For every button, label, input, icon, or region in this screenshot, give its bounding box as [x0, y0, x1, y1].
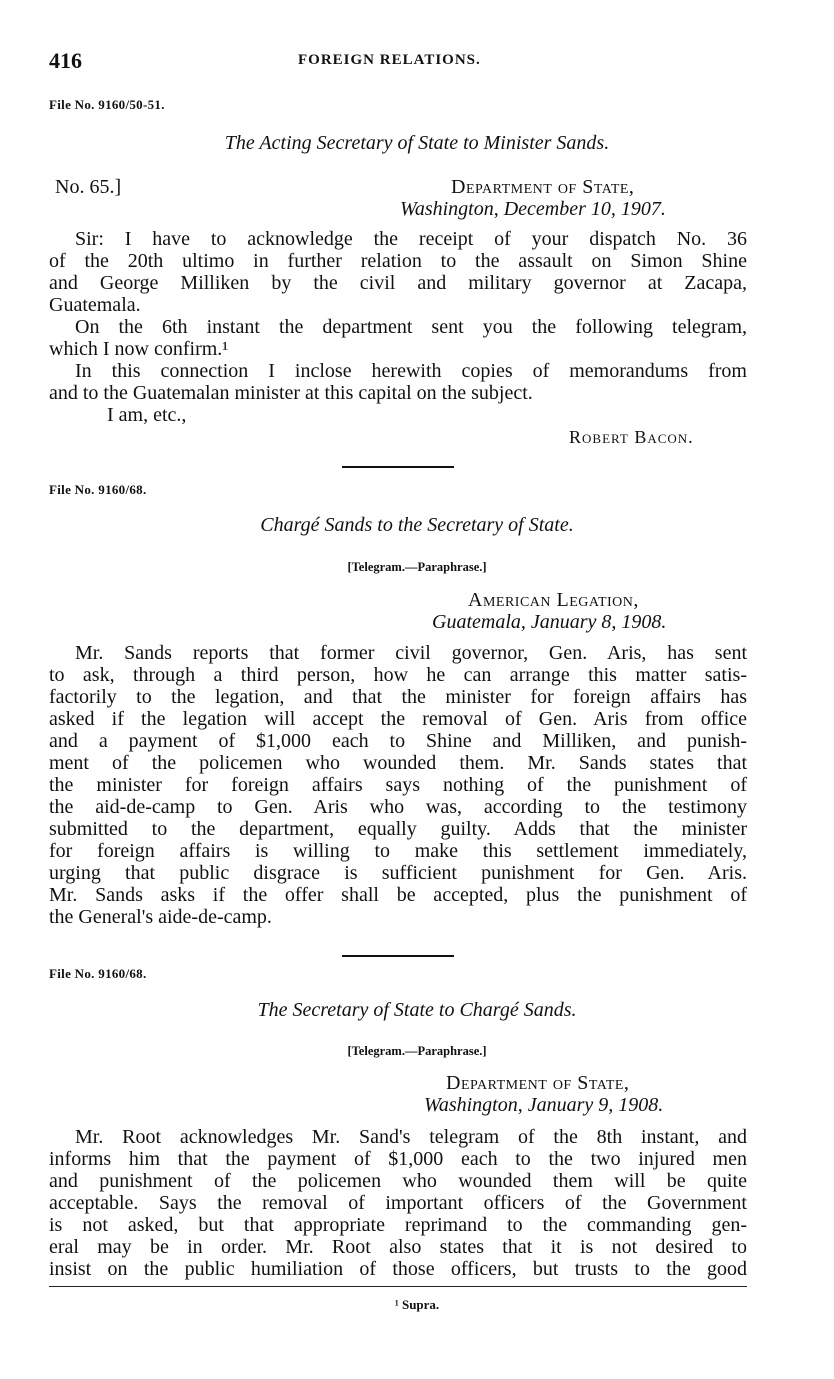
body-line: Mr. Sands reports that former civil governor, Gen. Aris, has sent — [75, 642, 747, 664]
department-heading-3: Department of State, — [446, 1072, 630, 1094]
body-line: to ask, through a third person, how he can arrange this matter satis- — [49, 664, 747, 686]
body-line: the aid-de-camp to Gen. Aris who was, according to the testimony — [49, 796, 747, 818]
dateline-3: Washington, January 9, 1908. — [424, 1094, 664, 1116]
body-line: urging that public disgrace is sufficient punishment for Gen. Aris. — [49, 862, 747, 884]
body-line: and punishment of the policemen who wounded them will be quite — [49, 1170, 747, 1192]
body-line: for foreign affairs is willing to make this settlement immediately, — [49, 840, 747, 862]
body-line: asked if the legation will accept the removal of Gen. Aris from office — [49, 708, 747, 730]
body-line: ment of the policemen who wounded them. Mr. Sands states that — [49, 752, 747, 774]
body-line: is not asked, but that appropriate reprimand to the commanding gen- — [49, 1214, 747, 1236]
footnote-rule — [49, 1286, 747, 1287]
body-line: On the 6th instant the department sent you the following telegram, — [75, 316, 747, 338]
section-divider — [342, 466, 454, 468]
department-heading-1: Department of State, — [451, 176, 635, 198]
letter-title-3: The Secretary of State to Chargé Sands. — [257, 999, 577, 1021]
body-line: Mr. Root acknowledges Mr. Sand's telegram of the 8th instant, and — [75, 1126, 747, 1148]
section-divider — [342, 955, 454, 957]
file-number-2: File No. 9160/68. — [49, 482, 147, 497]
body-line: and George Milliken by the civil and military governor at Zacapa, — [49, 272, 747, 294]
body-line: the minister for foreign affairs says nothing of the punishment of — [49, 774, 747, 796]
page-number: 416 — [49, 48, 82, 73]
body-line: Guatemala. — [49, 294, 141, 316]
body-line: In this connection I inclose herewith copies of memorandums from — [75, 360, 747, 382]
letter-title-1: The Acting Secretary of State to Minister Sands. — [224, 132, 610, 154]
letter-title-2: Chargé Sands to the Secretary of State. — [260, 514, 574, 536]
body-line: Sir: I have to acknowledge the receipt of your dispatch No. 36 — [75, 228, 747, 250]
footnote: ¹ Supra. — [394, 1297, 440, 1312]
telegram-note-3: [Telegram.—Paraphrase.] — [347, 1044, 487, 1058]
body-line: insist on the public humiliation of those officers, but trusts to the good — [49, 1258, 747, 1280]
file-number-1: File No. 9160/50-51. — [49, 97, 165, 112]
body-line: the General's aide-de-camp. — [49, 906, 272, 928]
signature-1: Robert Bacon. — [569, 427, 694, 447]
body-line: and to the Guatemalan minister at this capital on the subject. — [49, 382, 533, 404]
body-line: of the 20th ultimo in further relation to the assault on Simon Shine — [49, 250, 747, 272]
closing-line: I am, etc., — [107, 404, 187, 426]
dateline-2: Guatemala, January 8, 1908. — [432, 611, 667, 633]
body-line: Mr. Sands asks if the offer shall be accepted, plus the punishment of — [49, 884, 747, 906]
body-line: and a payment of $1,000 each to Shine and Milliken, and punish- — [49, 730, 747, 752]
dispatch-number: No. 65.] — [55, 176, 122, 198]
legation-heading: American Legation, — [468, 589, 639, 611]
body-line: factorily to the legation, and that the minister for foreign affairs has — [49, 686, 747, 708]
body-line: which I now confirm.¹ — [49, 338, 229, 360]
body-line: informs him that the payment of $1,000 each to the two injured men — [49, 1148, 747, 1170]
running-title: FOREIGN RELATIONS. — [298, 52, 481, 68]
file-number-3: File No. 9160/68. — [49, 966, 147, 981]
body-line: eral may be in order. Mr. Root also states that it is not desired to — [49, 1236, 747, 1258]
body-line: acceptable. Says the removal of important officers of the Government — [49, 1192, 747, 1214]
telegram-note-2: [Telegram.—Paraphrase.] — [347, 560, 487, 574]
body-line: submitted to the department, equally guilty. Adds that the minister — [49, 818, 747, 840]
dateline-1: Washington, December 10, 1907. — [400, 198, 666, 220]
